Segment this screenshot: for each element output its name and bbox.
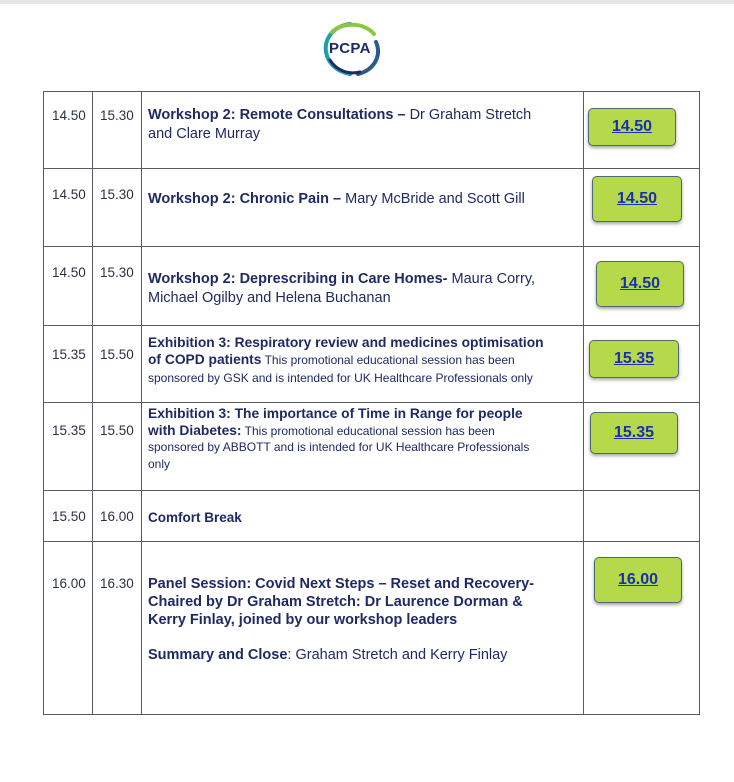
link-cell [584, 92, 700, 169]
session-title: Workshop 2: Chronic Pain – [148, 191, 342, 207]
start-time: 14.50 [44, 169, 93, 247]
summary-title: Summary and Close [148, 647, 288, 663]
start-time: 15.35 [44, 403, 93, 491]
session-title: Exhibition 3: The importance of Time in Range for people [148, 406, 523, 421]
end-time: 15.50 [93, 326, 142, 403]
table-row [44, 169, 700, 247]
end-time: 16.30 [93, 542, 142, 715]
session-speakers-line2: and Clare Murray [148, 125, 261, 142]
session-description [142, 326, 584, 403]
start-time: 15.50 [44, 491, 93, 542]
link-cell [584, 247, 700, 326]
session-speakers-line2: Michael Ogilby and Helena Buchanan [148, 289, 391, 306]
sponsor-note-line3: only [148, 456, 171, 471]
session-description [142, 542, 584, 715]
link-cell [584, 491, 700, 542]
table-row [44, 542, 700, 715]
session-title: Workshop 2: Remote Consultations – [148, 107, 406, 123]
link-cell [584, 403, 700, 491]
session-title-line2: with Diabetes: [148, 422, 242, 438]
table-row [44, 247, 700, 326]
logo-text: PCPA [329, 40, 371, 57]
link-cell [584, 542, 700, 715]
sponsor-note-line2: sponsored by GSK and is intended for UK Healthcare Professionals only [148, 371, 533, 385]
session-description [142, 491, 584, 542]
session-title: Workshop 2: Deprescribing in Care Homes- [148, 271, 448, 287]
session-title: Comfort Break [148, 510, 242, 525]
top-divider [0, 0, 734, 4]
session-link-button[interactable]: 14.50 [588, 108, 676, 146]
start-time: 14.50 [44, 247, 93, 326]
start-time: 14.50 [44, 92, 93, 169]
session-description [142, 92, 584, 169]
session-link-button[interactable]: 15.35 [590, 412, 678, 454]
end-time: 15.30 [93, 169, 142, 247]
session-title-line3: Kerry Finlay, joined by our workshop leaders [148, 612, 458, 628]
start-time: 15.35 [44, 326, 93, 403]
session-link-button[interactable]: 15.35 [589, 340, 679, 378]
end-time: 15.30 [93, 92, 142, 169]
session-speakers: Maura Corry, [447, 271, 536, 287]
session-description [142, 403, 584, 491]
end-time: 15.30 [93, 247, 142, 326]
table-row [44, 491, 700, 542]
summary-speakers: : Graham Stretch and Kerry Finlay [287, 647, 508, 663]
table-row [44, 92, 700, 169]
link-cell [584, 326, 700, 403]
session-description [142, 247, 584, 326]
session-speakers: Mary McBride and Scott Gill [341, 191, 525, 207]
session-speakers: Dr Graham Stretch [405, 107, 532, 123]
start-time: 16.00 [44, 542, 93, 715]
end-time: 15.50 [93, 403, 142, 491]
agenda-table [43, 91, 700, 715]
sponsor-note: This promotional educational session has been [241, 423, 495, 438]
table-row [44, 326, 700, 403]
session-title-line2: of COPD patients [148, 352, 262, 367]
link-cell [584, 169, 700, 247]
session-link-button[interactable]: 16.00 [594, 557, 682, 603]
sponsor-note: This promotional educational session has been [261, 353, 515, 367]
session-title: Exhibition 3: Respiratory review and medicines optimisation [148, 335, 544, 350]
session-link-button[interactable]: 14.50 [596, 261, 684, 307]
session-link-button[interactable]: 14.50 [592, 176, 682, 222]
session-title: Panel Session: Covid Next Steps – Reset and Recovery- [148, 576, 534, 592]
pcpa-logo [320, 20, 386, 78]
session-title-line2: Chaired by Dr Graham Stretch: Dr Laurence Dorman & [148, 594, 523, 610]
table-row [44, 403, 700, 491]
end-time: 16.00 [93, 491, 142, 542]
session-description [142, 169, 584, 247]
sponsor-note-line2: sponsored by ABBOTT and is intended for UK Healthcare Professionals [148, 440, 530, 454]
